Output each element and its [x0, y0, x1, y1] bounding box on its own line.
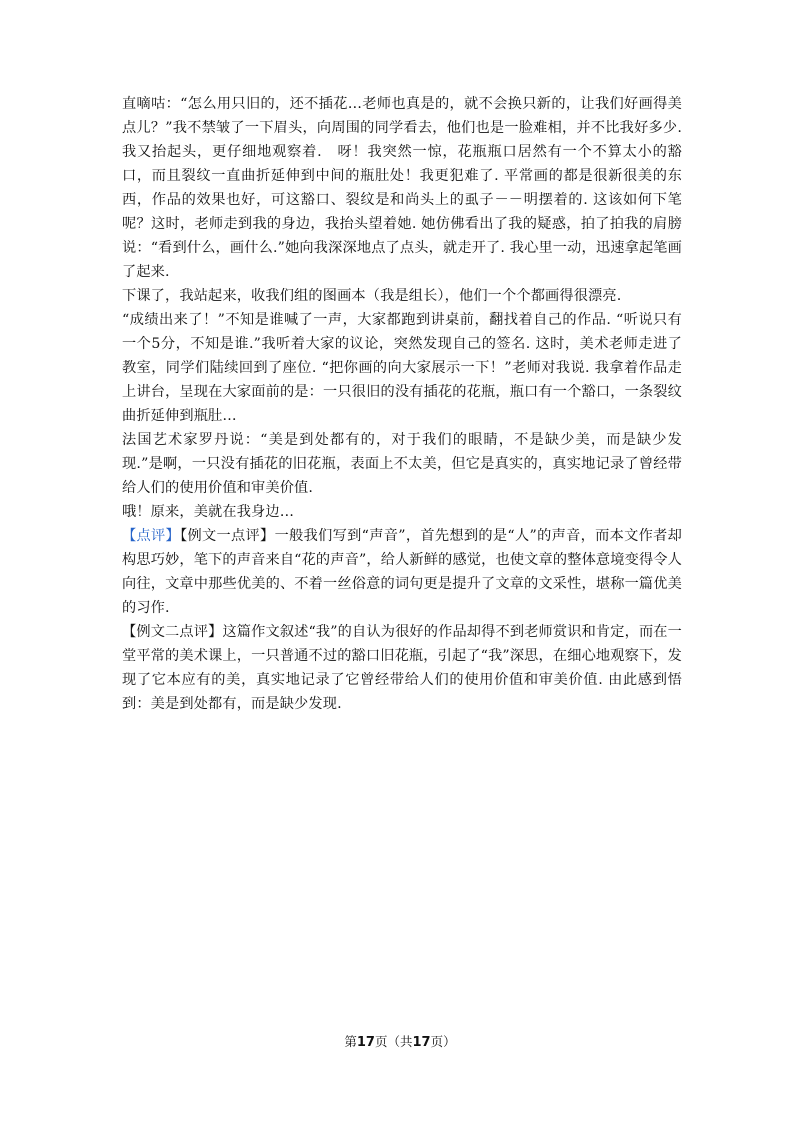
comment2-text: 这篇作文叙述“我”的自认为很好的作品却得不到老师赏识和肯定，而在一堂平常的美术课上，一只普通不过的豁口旧花瓶，引起了“我”深思，在细心地观察下，发现了它本应有的美，真实地记录了它曾经带给人们的使用价值和审美价值. 由此感到悟到：美是到处都有，而是缺少发现. [122, 624, 682, 712]
comment2-tag: 【例文二点评】 [122, 624, 223, 640]
footer-total-pages: 17 [412, 1035, 431, 1050]
comment1-tag: 【例文一点评】 [180, 528, 275, 544]
comment1-text: 一般我们写到“声音”，首先想到的是“人”的声音，而本文作者却构思巧妙，笔下的声音来自“花的声音”，给人新鲜的感觉，也使文章的整体意境变得令人向往，文章中那些优美的、不着一丝俗意的词句更是提升了文章的文采性，堪称一篇优美的习作. [122, 528, 683, 616]
document-body [122, 92, 682, 716]
paragraph-4: 法国艺术家罗丹说：“美是到处都有的，对于我们的眼睛，不是缺少美，而是缺少发现.”是啊，一只没有插花的旧花瓶，表面上不太美，但它是真实的，真实地记录了曾经带给人们的使用价值和审美价值. [122, 432, 682, 496]
paragraph-2: 下课了，我站起来，收我们组的图画本（我是组长），他们一个个都画得很漂亮. [122, 288, 622, 304]
paragraph-5: 哦！原来，美就在我身边… [122, 504, 295, 520]
footer-prefix: 第 [344, 1034, 357, 1049]
comment-paragraph-1 [122, 524, 682, 620]
paragraph-1: 直嘀咕：“怎么用只旧的，还不插花…老师也真是的，就不会换只新的，让我们好画得美点儿？”我不禁皱了一下眉头，向周围的同学看去，他们也是一脸难相，并不比我好多少. 我又抬起头，更仔细地观察着. 呀！我突然一惊，花瓶瓶口居然有一个不算太小的豁口，而且裂纹一直曲折延伸到中间的瓶肚处！我更犯难了. 平常画的都是很新很美的东西，作品的效果也好，可这豁口、裂纹是和尚头上的虱子－－明摆着的. 这该如何下笔呢？这时，老师走到我的身边，我抬头望着她. 她仿佛看出了我的疑惑，拍了拍我的肩膀说：“看到什么，画什么.”她向我深深地点了点头，就走开了. 我心里一动，迅速拿起笔画了起来. [122, 96, 682, 280]
footer-suffix: 页） [430, 1034, 456, 1049]
comment-paragraph-2 [122, 620, 682, 716]
page-footer [0, 1032, 800, 1050]
footer-mid: 页（共 [374, 1034, 413, 1049]
comment-tag: 【点评】 [122, 528, 181, 544]
paragraph-3: “成绩出来了！”不知是谁喊了一声，大家都跑到讲桌前，翻找着自己的作品. “听说只有一个5分，不知是谁.”我听着大家的议论，突然发现自己的签名. 这时，美术老师走进了教室，同学们陆续回到了座位. “把你画的向大家展示一下！”老师对我说. 我拿着作品走上讲台，呈现在大家面前的是：一只很旧的没有插花的花瓶，瓶口有一个豁口，一条裂纹曲折延伸到瓶肚… [122, 312, 682, 424]
footer-page-number: 17 [356, 1035, 375, 1050]
